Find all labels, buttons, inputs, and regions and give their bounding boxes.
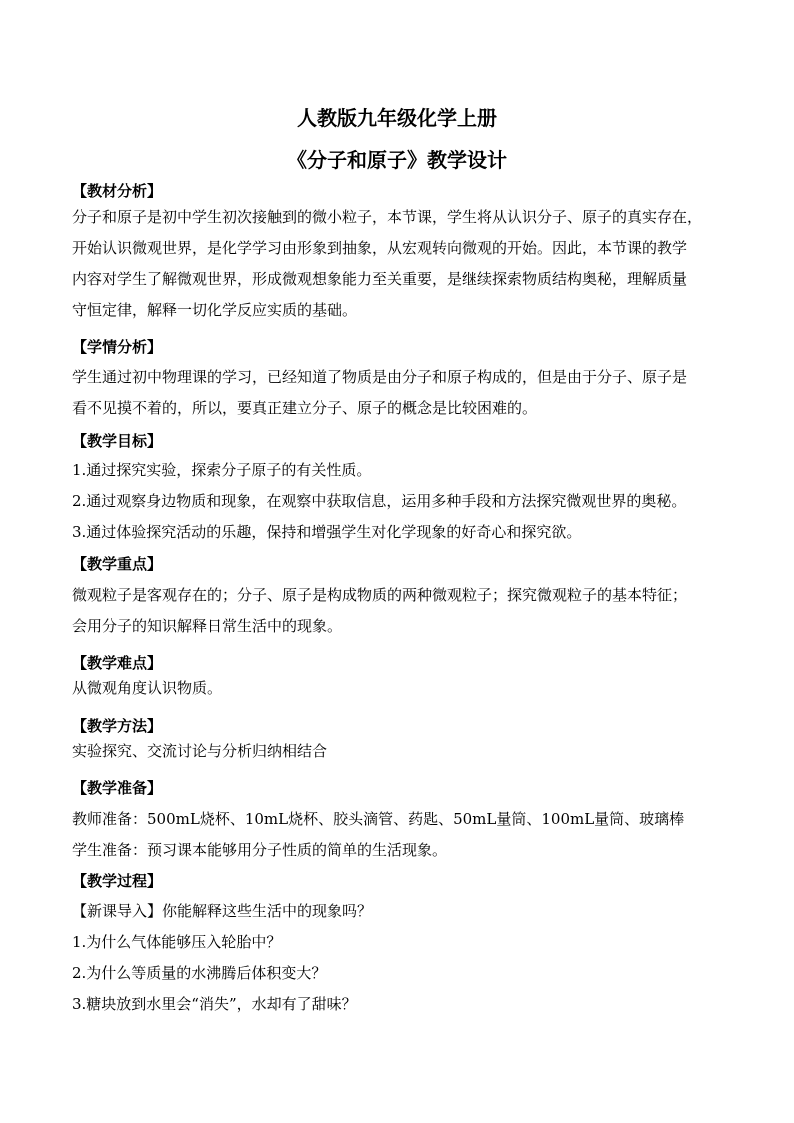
paragraph-line: 微观粒子是客观存在的；分子、原子是构成物质的两种微观粒子；探究微观粒子的基本特征； xyxy=(72,586,688,604)
section-body-difficulties: 从微观角度认识物质。 xyxy=(72,679,223,697)
paragraph-line: 看不见摸不着的，所以，要真正建立分子、原子的概念是比较困难的。 xyxy=(72,399,538,417)
list-item: 2.为什么等质量的水沸腾后体积变大？ xyxy=(72,964,327,982)
list-item: 2.通过观察身边物质和现象，在观察中获取信息，运用多种手段和方法探究微观世界的奥秘。 xyxy=(72,492,687,510)
paragraph-line: 学生通过初中物理课的学习，已经知道了物质是由分子和原子构成的，但是由于分子、原子是 xyxy=(72,368,688,386)
section-body-process xyxy=(72,896,742,1020)
section-body-methods: 实验探究、交流讨论与分析归纳相结合 xyxy=(72,742,328,760)
paragraph-line: 内容对学生了解微观世界，形成微观想象能力至关重要，是继续探索物质结构奥秘，理解质量 xyxy=(72,270,688,288)
section-heading-preparation: 【教学准备】 xyxy=(72,779,163,797)
paragraph-line: 分子和原子是初中学生初次接触到的微小粒子，本节课，学生将从认识分子、原子的真实存在， xyxy=(72,208,703,226)
paragraph-line: 【新课导入】你能解释这些生活中的现象吗？ xyxy=(72,902,373,920)
section-heading-difficulties: 【教学难点】 xyxy=(72,654,163,672)
section-body-student-analysis xyxy=(72,362,742,424)
section-heading-objectives: 【教学目标】 xyxy=(72,432,163,450)
list-item: 1.通过探究实验，探索分子原子的有关性质。 xyxy=(72,461,372,479)
section-heading-textbook-analysis: 【教材分析】 xyxy=(72,182,163,200)
list-item: 3.糖块放到水里会“消失”，水却有了甜味？ xyxy=(72,995,357,1013)
section-heading-student-analysis: 【学情分析】 xyxy=(72,338,163,356)
document-title: 人教版九年级化学上册 xyxy=(297,106,497,130)
section-heading-methods: 【教学方法】 xyxy=(72,717,163,735)
paragraph-line: 教师准备：500mL烧杯、10mL烧杯、胶头滴管、药匙、50mL量筒、100mL量筒、玻璃棒 xyxy=(72,810,685,828)
document-subtitle: 《分子和原子》教学设计 xyxy=(287,148,507,172)
paragraph-line: 守恒定律，解释一切化学反应实质的基础。 xyxy=(72,301,358,319)
section-heading-key-points: 【教学重点】 xyxy=(72,555,163,573)
section-body-key-points xyxy=(72,580,742,642)
paragraph-line: 开始认识微观世界，是化学学习由形象到抽象，从宏观转向微观的开始。因此，本节课的教学 xyxy=(72,239,688,257)
section-body-textbook-analysis xyxy=(72,202,742,326)
paragraph-line: 学生准备：预习课本能够用分子性质的简单的生活现象。 xyxy=(72,841,448,859)
section-heading-process: 【教学过程】 xyxy=(72,872,163,890)
list-item: 1.为什么气体能够压入轮胎中？ xyxy=(72,933,282,951)
paragraph-line: 会用分子的知识解释日常生活中的现象。 xyxy=(72,617,343,635)
list-item: 3.通过体验探究活动的乐趣，保持和增强学生对化学现象的好奇心和探究欲。 xyxy=(72,523,582,541)
section-body-objectives xyxy=(72,455,742,548)
section-body-preparation xyxy=(72,804,742,866)
